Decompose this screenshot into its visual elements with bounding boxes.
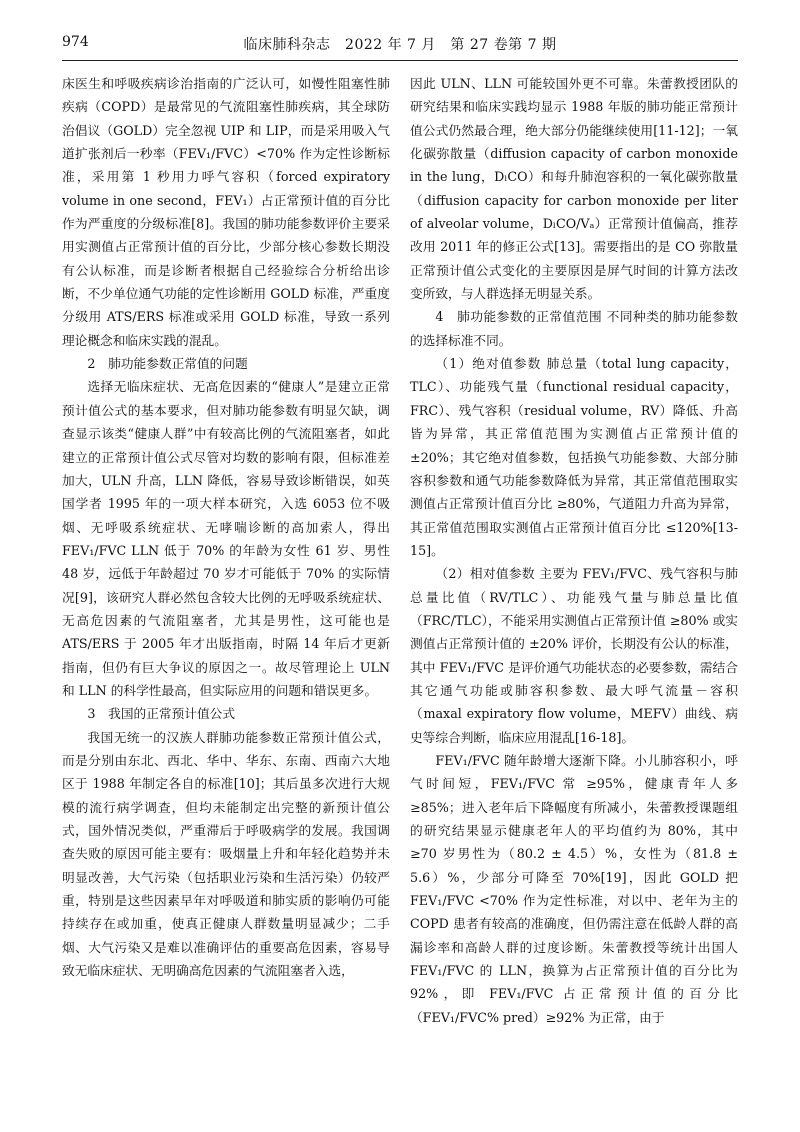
journal-header-line: 临床肺科杂志 2022 年 7 月 第 27 卷第 7 期 xyxy=(243,37,557,53)
paragraph: 床医生和呼吸疾病诊治指南的广泛认可，如慢性阻塞性肺疾病（COPD）是最常见的气流阻塞性肺疾病，其全球防治倡议（GOLD）完全忽视 UIP 和 LIP，而是采用吸入气道扩张剂后一秒率（FEV₁/FVC）<70% 作为定性诊断标准，采用第 1 秒用力呼气容积（forced expiratory volume in one second，FEV₁）占正常预计值的百分比作为严重度的分级标准[8]。我国的肺功能参数评价主要采用实测值占正常预计值的百分比，少部分核心参数长期没有公认标准，而是诊断者根据自己经验综合分析给出诊断，不少单位通气功能的定性诊断用 GOLD 标准，严重度分级用 ATS/ERS 标准或采用 GOLD 标准，导致一系列理论概念和临床实践的混乱。 xyxy=(62,76,390,348)
right-column xyxy=(410,72,738,1112)
section-heading-4: 4 肺功能参数的正常值范围 不同种类的肺功能参数的选择标准不同。 xyxy=(410,309,738,348)
section-heading-3: 3 我国的正常预计值公式 xyxy=(87,706,236,722)
paragraph: 我国无统一的汉族人群肺功能参数正常预计值公式，而是分别由东北、西北、华中、华东、东南、西南六大地区于 1988 年制定各自的标准[10]；其后虽多次进行大规模的流行病学调查，但均未能制定出完整的新预计值公式，国外情况类似，严重滞后于呼吸病学的发展。我国调查失败的原因可能主要有：吸烟量上升和年轻化趋势并未明显改善，大气污染（包括职业污染和生活污染）仍较严重，特别是这些因素早年对呼吸道和肺实质的影响仍可能持续存在或加重，使真正健康人群数量明显减少；二手烟、大气污染又是难以准确评估的重要高危因素，容易导致无临床症状、无明确高危因素的气流阻塞者入选， xyxy=(62,729,390,979)
paragraph: 因此 ULN、LLN 可能较国外更不可靠。朱蕾教授团队的研究结果和临床实践均显示 1988 年版的肺功能正常预计值公式仍然最合理，绝大部分仍能继续使用[11-12]；一氧化碳弥散量（diffusion capacity of carbon monoxide in the lung，DₗCO）和每升肺泡容积的一氧化碳弥散量（diffusion capacity for carbon monoxide per liter of alveolar volume，DₗCO/Vₐ）正常预计值偏高，推荐改用 2011 年的修正公式[13]。需要指出的是 CO 弥散量正常预计值公式变化的主要原因是屏气时间的计算方法改变所致，与人群选择无明显关系。 xyxy=(410,76,738,302)
paragraph: （2）相对值参数 主要为 FEV₁/FVC、残气容积与肺总量比值（RV/TLC）、功能残气量与肺总量比值（FRC/TLC），不能采用实测值占正常预计值 ≥80% 或实测值占正常预计值的 ±20% 评价，长期没有公认的标准，其中 FEV₁/FVC 是评价通气功能状态的必要参数，需结合其它通气功能或肺容积参数、最大呼气流量－容积（maxal expiratory flow volume，MEFV）曲线、病史等综合判断，临床应用混乱[16-18]。 xyxy=(410,566,738,745)
left-column xyxy=(62,72,390,1112)
header-rule xyxy=(62,60,738,61)
running-header xyxy=(62,30,738,56)
section-heading-2: 2 肺功能参数正常值的问题 xyxy=(87,356,248,372)
paragraph: 选择无临床症状、无高危因素的“健康人”是建立正常预计值公式的基本要求，但对肺功能参数有明显欠缺，调查显示该类“健康人群”中有较高比例的气流阻塞者，如此建立的正常预计值公式尽管对均数的影响有限，但标准差加大，ULN 升高，LLN 降低，容易导致诊断错误，如英国学者 1995 年的一项大样本研究，入选 6053 位不吸烟、无呼吸系统症状、无哮喘诊断的高加索人，得出 FEV₁/FVC LLN 低于 70% 的年龄为女性 61 岁、男性 48 岁，远低于年龄超过 70 岁才可能低于 70% 的实际情况[9]，该研究人群必然包含较大比例的无呼吸系统症状、无高危因素的气流阻塞者，尤其是男性，这可能也是 ATS/ERS 于 2005 年才出版指南，时隔 14 年后才更新指南，但仍有巨大争议的原因之一。故尽管理论上 ULN 和 LLN 的科学性最高，但实际应用的问题和错误更多。 xyxy=(62,379,390,698)
paragraph: FEV₁/FVC 随年龄增大逐渐下降。小儿肺容积小，呼气时间短，FEV₁/FVC 常 ≥95%，健康青年人多 ≥85%；进入老年后下降幅度有所减小，朱蕾教授课题组的研究结果显示健康老年人的平均值约为 80%，其中 ≥70 岁男性为（80.2 ± 4.5）%，女性为（81.8 ± 5.6）%，少部分可降至 70%[19]，因此 GOLD 把 FEV₁/FVC <70% 作为定性标准，对以中、老年为主的 COPD 患者有较高的准确度，但仍需注意在低龄人群的高漏诊率和高龄人群的过度诊断。朱蕾教授等统计出国人 FEV₁/FVC 的 LLN，换算为占正常预计值的百分比为 92%，即 FEV₁/FVC 占正常预计值的百分比（FEV₁/FVC% pred）≥92% 为正常，由于 xyxy=(410,752,738,1025)
paragraph: （1）绝对值参数 肺总量（total lung capacity，TLC）、功能残气量（functional residual capacity，FRC）、残气容积（residual volume，RV）降低、升高皆为异常，其正常值范围为实测值占正常预计值的 ±20%；其它绝对值参数，包括换气功能参数、大部分肺容积参数和通气功能参数降低为异常，其正常值范围取实测值占正常预计值百分比 ≥80%，气道阻力升高为异常，其正常值范围取实测值占正常预计值百分比 ≤120%[13-15]。 xyxy=(410,356,738,558)
page-number: 974 xyxy=(62,34,89,50)
